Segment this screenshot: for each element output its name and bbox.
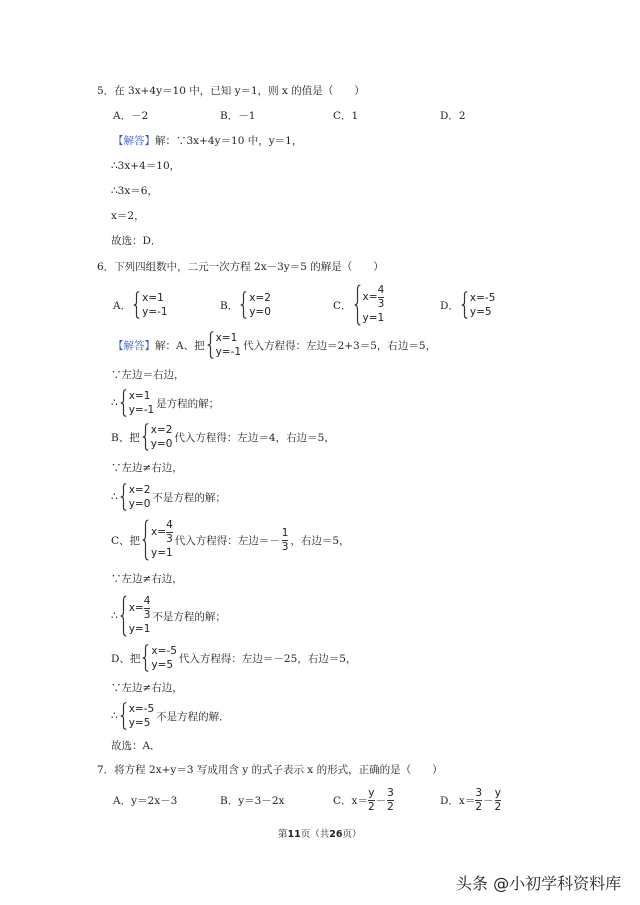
text: x=-5 [151,645,177,657]
q5-option-d: D．2 [440,109,466,122]
system-rows [470,291,495,319]
system-rows [249,291,271,319]
text: ∴ [111,397,118,409]
system-rows [129,595,151,637]
text: 4 [166,519,173,531]
equation-system [142,423,173,451]
text: x=-5 [469,292,496,304]
equation-system [461,291,495,319]
text: ，右边＝5， [290,534,350,547]
q6-option-c [333,284,386,324]
text: － [483,794,494,807]
option-label: B． [220,299,239,312]
q7-option-c [333,786,394,813]
system-rows [151,423,173,451]
system-rows [142,291,167,319]
text: y=5 [151,659,174,671]
q5-step: x＝2， [111,209,145,222]
q5-option-b: B．－1 [220,109,256,122]
text: C．x＝ [333,794,368,807]
q6-option-b [220,292,273,318]
q5-stem: 5．在 3x+4y＝10 中，已知 y＝1，则 x 的值是（ ） [97,84,365,97]
text: 26 [329,829,343,840]
answer-tag: 【解答】 [113,339,155,352]
fraction [368,787,375,814]
page-number [278,826,362,840]
brace-icon [120,595,127,637]
text: 代入方程得：左边＝－25，右边＝5， [178,652,357,665]
text: y=0 [150,438,173,450]
q6-answer-b [111,424,335,450]
text: D．x＝ [440,794,476,807]
text: 是方程的解； [156,397,220,410]
text: x=-5 [128,703,155,715]
q5-step: ∴3x＝6， [111,184,158,197]
equation-system [142,519,173,561]
q6-final: 故选：A． [111,739,161,752]
brace-icon [142,423,149,451]
brace-icon [142,644,149,672]
brace-icon [142,519,149,561]
brace-icon [354,284,361,326]
text: 2 [475,800,483,813]
system-rows [129,702,154,730]
text: y=-1 [142,306,168,318]
q6-step: ∵左边≠右边， [111,572,183,585]
text: ∴ [111,491,118,503]
text: y [494,786,501,799]
q6-option-d [440,292,497,318]
text: 第 [278,829,288,840]
fraction [378,284,385,311]
watermark: 头条 @小初学科资料库 [456,874,622,893]
text: x=2 [249,292,271,304]
equation-system [240,291,271,319]
text: x=1 [215,332,238,344]
text: y=-1 [215,346,242,358]
text: 2 [387,800,394,813]
system-rows [129,483,151,511]
system-rows [129,389,154,417]
q5-answer-line [113,132,302,148]
text: 页） [342,829,362,840]
q7-option-d [440,786,502,813]
q7-stem: 7．将方程 2x+y＝3 写成用含 y 的式子表示 x 的形式，正确的是（ ） [97,763,443,776]
text: x=2 [128,484,151,496]
equation-system [120,389,154,417]
text: 代入方程得：左边＝4，右边＝5， [174,431,335,444]
text: y=1 [128,623,151,635]
q7-option-a: A．y＝2x－3 [113,794,178,807]
text: D、把 [111,652,141,665]
fraction [475,787,482,814]
text: y=-1 [128,404,155,416]
equation-system [142,644,176,672]
text: 4 [377,284,385,296]
q6-answer-c [111,519,350,559]
equation-system [120,702,154,730]
text: 3 [143,609,151,621]
q5-option-a: A．－2 [113,109,149,122]
text: 11 [287,829,301,840]
q6-step [111,390,220,416]
text: C、把 [111,534,141,547]
equation-system [120,595,151,637]
text: 3 [475,786,483,799]
fraction [166,519,173,546]
equation-system [133,291,167,319]
text: 3 [281,540,289,553]
q6-stem: 6．下列四组数中，二元一次方程 2x－3y＝5 的解是（ ） [97,260,384,273]
q5-step: ∴3x+4＝10， [111,159,181,172]
text: ∴ [111,710,118,722]
brace-icon [120,389,127,417]
text: y [368,786,375,799]
equation-system [120,483,151,511]
text: － [375,794,387,807]
text: 2 [367,800,375,813]
text: 代入方程得：左边＝2+3＝5，右边＝5， [243,339,437,352]
brace-icon [120,483,127,511]
text: x=2 [150,424,173,436]
q6-step: ∵左边＝右边， [111,368,185,381]
equation-system [207,331,241,359]
system-rows [151,519,173,561]
text: ∴ [111,610,118,622]
q6-answer-a [113,332,437,358]
text: 代入方程得：左边＝－ [174,534,280,547]
fraction [495,787,502,814]
text: y=0 [249,306,271,318]
text: y=1 [362,312,385,324]
text: 3 [387,786,394,799]
q5-step: 故选：D． [111,234,162,247]
text: x= [128,602,144,614]
text: 解：A、把 [155,339,205,352]
brace-icon [240,291,247,319]
text: 2 [494,800,502,813]
option-label: A． [113,299,132,312]
system-rows [151,644,176,672]
text: y=5 [128,717,151,729]
q6-option-a [113,292,170,318]
text: x=1 [128,390,151,402]
brace-icon [120,702,127,730]
brace-icon [133,291,140,319]
text: y=1 [151,547,173,559]
text: B、把 [111,431,140,444]
text: 不是方程的解． [156,710,230,723]
system-rows [363,284,385,326]
answer-tag: 【解答】 [113,134,155,147]
fraction [387,787,394,814]
text: 不是方程的解； [152,491,226,504]
q6-step [111,595,226,635]
q6-step: ∵左边≠右边， [111,461,183,474]
q6-step: ∵左边≠右边， [111,681,183,694]
text: y=0 [128,498,151,510]
brace-icon [461,291,468,319]
text: 4 [143,595,151,607]
text: 1 [281,526,289,539]
q7-option-b: B．y＝3－2x [220,794,285,807]
text: 页（共 [300,829,330,840]
option-label: C． [333,299,352,312]
q5-option-c: C．1 [333,109,359,122]
text: x=1 [142,292,164,304]
text: x= [151,526,167,538]
text: 3 [377,298,385,310]
text: y=5 [469,306,492,318]
text: x= [362,291,378,303]
equation-system [354,284,385,326]
q6-step [111,703,230,729]
fraction [282,527,289,554]
system-rows [216,331,241,359]
q6-answer-d [111,645,357,671]
option-label: D． [440,299,459,312]
fraction [144,595,151,622]
brace-icon [207,331,214,359]
answer-text: 解：∵3x+4y＝10 中，y＝1， [155,134,303,147]
text: 不是方程的解； [152,610,226,623]
q6-step [111,484,226,510]
text: 3 [166,533,173,545]
